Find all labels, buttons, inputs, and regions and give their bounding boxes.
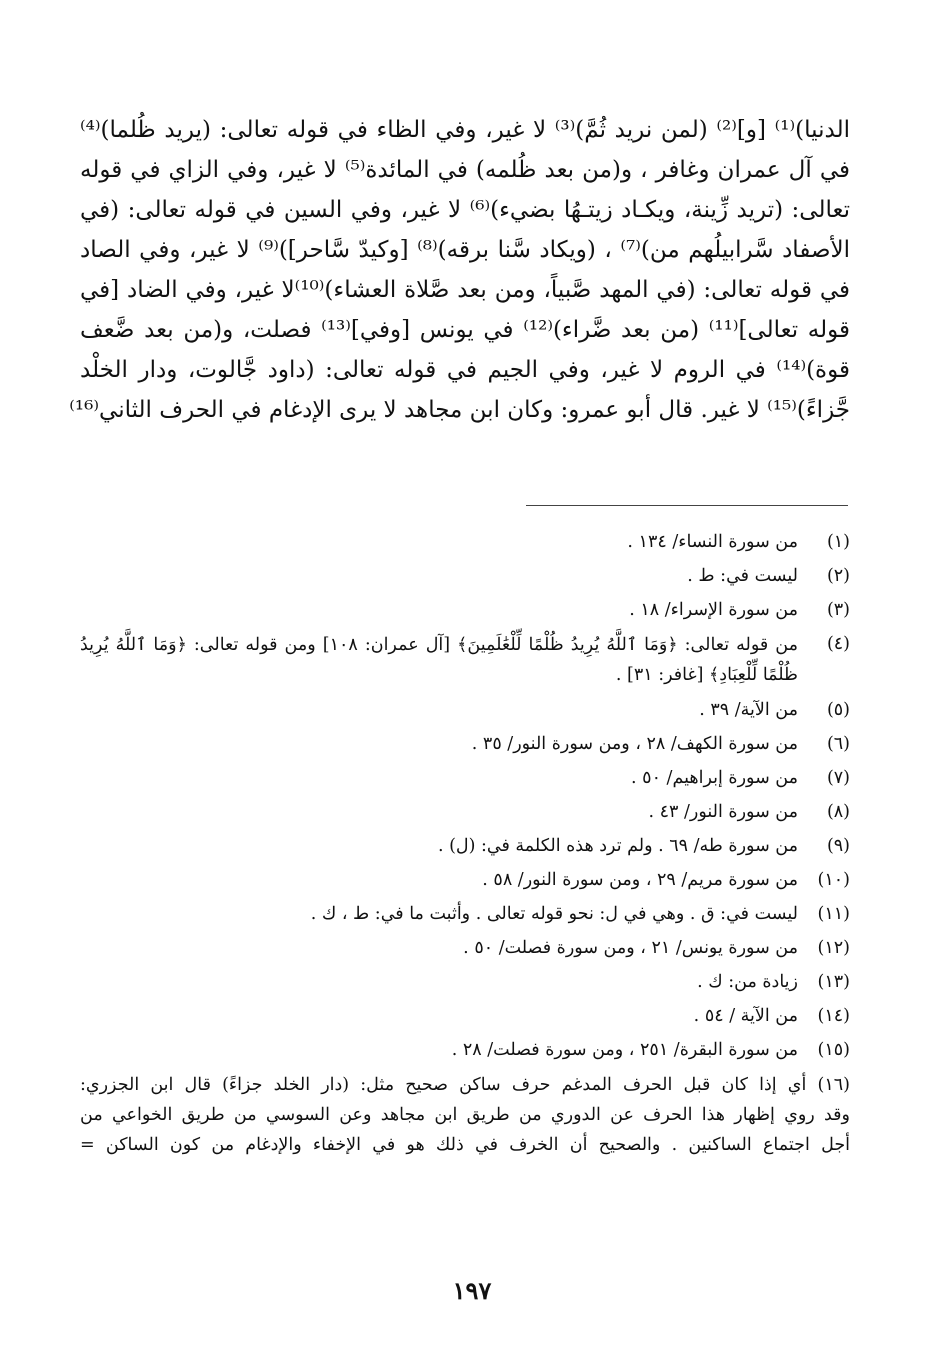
footnote-text: ليست في: ط . bbox=[687, 566, 798, 586]
footnote-item bbox=[80, 562, 850, 596]
footnote-number: (٥) bbox=[826, 700, 850, 720]
footnote-number: (١٢) bbox=[817, 938, 850, 958]
footnote-text: من سورة البقرة/ ٢٥١ ، ومن سورة فصلت/ ٢٨ . bbox=[451, 1040, 798, 1060]
footnote-number: (٦) bbox=[826, 734, 850, 754]
footnote-item bbox=[80, 764, 850, 798]
footnote-item bbox=[80, 1036, 850, 1070]
footnote-number: (٨) bbox=[826, 802, 850, 822]
footnote-text: أي إذا كان قبل الحرف المدغم حرف ساكن صحيح مثل: (دار الخلد جزاءً) قال ابن الجزري: bbox=[80, 1075, 807, 1095]
footnote-text: ظُلْمًا لِّلْعِبَادِ﴾ [غافر: ٣١] . bbox=[615, 665, 798, 685]
main-text-line: قوله تعالى]⁽¹¹⁾ (من بعد ضَّراء)⁽¹²⁾ في يونس [وفي]⁽¹³⁾ فصلت، و(من بعد ضَّعف bbox=[80, 317, 850, 343]
main-text-line: جَّزاءً)⁽¹⁵⁾ لا غير. قال أبو عمرو: وكان ابن مجاهد لا يرى الإدغام في الحرف الثاني⁽¹⁶⁾ bbox=[69, 397, 850, 423]
footnote-item bbox=[80, 1070, 850, 1160]
footnote-number: (١٠) bbox=[817, 870, 850, 890]
footnote-text: زيادة من: ك . bbox=[697, 972, 798, 992]
footnotes-block bbox=[80, 528, 850, 1160]
footnote-item bbox=[80, 528, 850, 562]
footnote-item bbox=[80, 934, 850, 968]
footnote-first-line bbox=[80, 1070, 850, 1100]
footnote-text: من سورة الإسراء/ ١٨ . bbox=[629, 600, 798, 620]
footnote-text: من سورة النور/ ٤٣ . bbox=[648, 802, 798, 822]
footnote-item bbox=[80, 900, 850, 934]
footnote-item bbox=[80, 596, 850, 630]
main-text-line: تعالى: (تريد زِّينة، ويكـاد زيتـهُا بضيء)⁽⁶⁾ لا غير، وفي السين في قوله تعالى: (في bbox=[80, 197, 850, 223]
footnote-item bbox=[80, 832, 850, 866]
footnote-text: من سورة يونس/ ٢١ ، ومن سورة فصلت/ ٥٠ . bbox=[463, 938, 798, 958]
main-text-block bbox=[69, 110, 850, 430]
footnote-text: وقد روي إظهار هذا الحرف عن الدوري من طريق ابن مجاهد وعن السوسي من طريق الخواعي من bbox=[80, 1105, 850, 1125]
main-text-line: الأصفاد سَّرابيلُهم من)⁽⁷⁾ ، (ويكاد سَّنا برقه)⁽⁸⁾ [وكيدّ سَّاحر])⁽⁹⁾ لا غير، وفي الصاد bbox=[80, 237, 850, 263]
footnote-text: من الآية/ ٣٩ . bbox=[699, 700, 798, 720]
footnote-number: (٩) bbox=[826, 836, 850, 856]
footnote-item bbox=[80, 696, 850, 730]
footnote-number: (١١) bbox=[817, 904, 850, 924]
page-number: ١٩٧ bbox=[452, 1276, 492, 1305]
footnote-number: (١٣) bbox=[817, 972, 850, 992]
footnote-number: (٧) bbox=[826, 768, 850, 788]
main-text-line: قوة)⁽¹⁴⁾ في الروم لا غير، وفي الجيم في قوله تعالى: (داود جَّالوت، ودار الخلْد bbox=[80, 357, 850, 383]
footnote-number: (٣) bbox=[826, 600, 850, 620]
main-text-line: في آل عمران وغافر ، و(من بعد ظُلمه) في المائدة⁽⁵⁾ لا غير، وفي الزاي في قوله bbox=[80, 157, 850, 183]
footnote-text: ليست في: ق . وهي في ل: نحو قوله تعالى . وأثبت ما في: ط ، ك . bbox=[310, 904, 798, 924]
footnote-item bbox=[80, 730, 850, 764]
footnote-text: أجل اجتماع الساكنين . والصحيح أن الخرف في ذلك هو في الإخفاء والإدغام من كون الساكن = bbox=[80, 1135, 850, 1155]
footnote-number: (٤) bbox=[826, 634, 850, 654]
footnote-separator bbox=[526, 505, 848, 506]
footnote-number: (٢) bbox=[826, 566, 850, 586]
footnote-text: من سورة الكهف/ ٢٨ ، ومن سورة النور/ ٣٥ . bbox=[471, 734, 798, 754]
footnote-number: (١٤) bbox=[817, 1006, 850, 1026]
footnote-text: من الآية / ٥٤ . bbox=[693, 1006, 798, 1026]
main-text-line: الدنيا)⁽¹⁾ [و]⁽²⁾ (لمن نريد ثُمَّ)⁽³⁾ لا غير، وفي الظاء في قوله تعالى: (يريد ظُلما)⁽⁴⁾ bbox=[80, 117, 850, 143]
footnote-text: من قوله تعالى: ﴿وَمَا ٱللَّهُ يُرِيدُ ظُلْمًا لِّلْعَٰلَمِينَ﴾ [آل عمران: ١٠٨] ومن قوله تعالى: ﴿وَمَا ٱللَّهُ يُرِيدُ bbox=[80, 635, 798, 655]
main-text-line: في قوله تعالى: (في المهد صَّبياً، ومن بعد صَّلاة العشاء)⁽¹⁰⁾لا غير، وفي الضاد [في bbox=[80, 277, 850, 303]
footnote-text: من سورة طه/ ٦٩ . ولم ترد هذه الكلمة في: (ل) . bbox=[437, 836, 798, 856]
footnote-item bbox=[80, 630, 850, 696]
footnote-text: من سورة النساء/ ١٣٤ . bbox=[627, 532, 798, 552]
footnote-item bbox=[80, 968, 850, 1002]
footnote-number: (١٥) bbox=[817, 1040, 850, 1060]
footnote-number: (١) bbox=[826, 532, 850, 552]
footnote-text: من سورة إبراهيم/ ٥٠ . bbox=[631, 768, 798, 788]
footnote-item bbox=[80, 866, 850, 900]
footnote-text: من سورة مريم/ ٢٩ ، ومن سورة النور/ ٥٨ . bbox=[482, 870, 798, 890]
footnote-item bbox=[80, 1002, 850, 1036]
footnote-number: (١٦) bbox=[817, 1075, 850, 1095]
footnote-item bbox=[80, 798, 850, 832]
